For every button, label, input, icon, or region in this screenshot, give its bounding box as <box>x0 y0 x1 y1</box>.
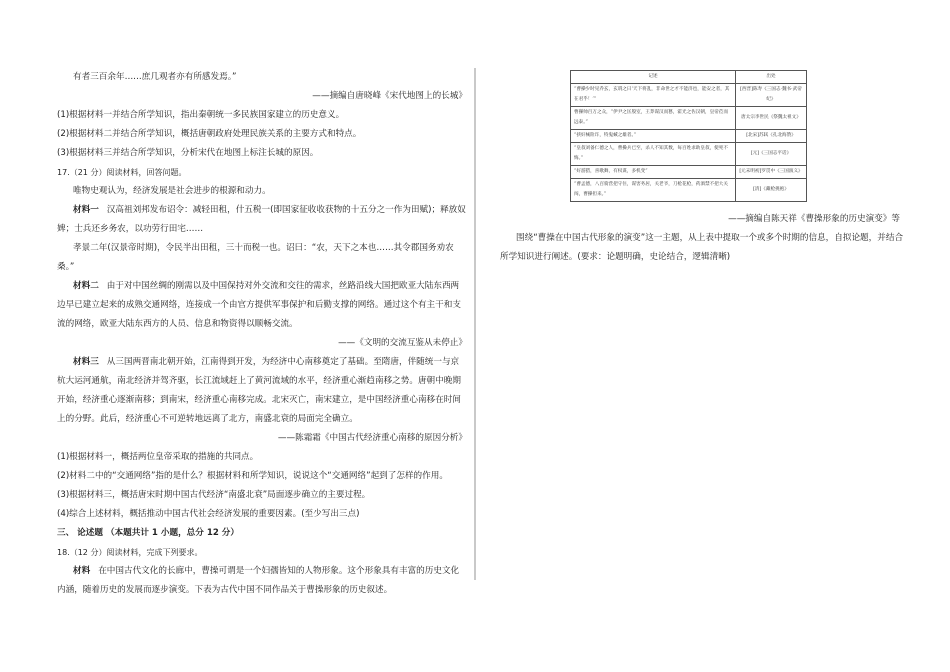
q16-subquestion-1: (1)根据材料一并结合所学知识，指出秦朝统一多民族国家建立的历史意义。 <box>57 110 345 120</box>
source-cell: [清]《藏枪挑袍》 <box>736 179 807 202</box>
source-cell: [元]《三国志平话》 <box>736 143 807 166</box>
q17-material2-line1 <box>57 277 467 296</box>
header-record: 记述 <box>571 71 736 84</box>
q17-material2-source: ——《文明的交流互鉴从未停止》 <box>338 338 467 348</box>
column-divider <box>474 68 476 580</box>
q18-task-line2: 所学知识进行阐述。(要求：论题明确，史论结合，逻辑清晰) <box>500 252 731 262</box>
q17-material2-line3: 流的网络，欧亚大陆东西方的人员、信息和物资得以顺畅交流。 <box>57 319 298 329</box>
table-header-row <box>571 71 807 84</box>
q17-intro: 唯物史观认为，经济发展是社会进步的根源和动力。 <box>73 186 271 196</box>
q17-material3-source: ——陈霜霜《中国古代经济重心南移的原因分析》 <box>277 433 467 443</box>
table-row <box>571 166 807 179</box>
q18-header: 18.（12 分）阅读材料，完成下列要求。 <box>57 548 203 557</box>
material-text-tail: 有者三百余年……庶几观者亦有所感发焉。” <box>73 72 237 82</box>
table-row <box>571 179 807 202</box>
material1-label: 材料一 <box>73 205 99 215</box>
record-cell: “曹操少时见乔玄，玄谓之曰‘天下将乱，非命世之才不能济也，能安之者，其在君乎！’” <box>571 84 736 107</box>
q18-material-line1 <box>57 562 467 581</box>
source-cell: [北宋]苏轼《孔北海赞》 <box>736 130 807 143</box>
q17-header: 17.（21 分）阅读材料，回答问题。 <box>57 168 187 177</box>
record-cell: 曹操帅百万之众，“伊尹之匡殷室，王莽谋汉而篡，霍光之佐汉朝，皇帝莅而远泰。” <box>571 107 736 130</box>
q17-material1-line1 <box>57 201 467 220</box>
record-cell: “好游猎，喜歌舞，有权谋，多机变” <box>571 166 736 179</box>
record-cell: “皇叔刘备仁德之人，曹操兵已至，杀人不知其数，每百姓求助皇叔，使死不悔。” <box>571 143 736 166</box>
header-source: 出处 <box>736 71 807 84</box>
q17-material2-line2: 边早已建立起来的成熟交通网络，连接成一个由官方提供军事保护和后勤支撑的网络。通过这个有主干和支 <box>57 300 461 310</box>
section3-title: 三、 论述题 （本题共计 1 小题，总分 12 分） <box>57 528 239 538</box>
material2-text: 由于对中国丝绸的刚需以及中国保持对外交流和交往的需求，丝路沿线大国把欧亚大陆东西两 <box>106 281 460 291</box>
table-source: ——摘编自陈天祥《曹操形象的历史演变》等 <box>728 214 900 224</box>
left-column <box>57 68 467 600</box>
q16-subquestion-3: (3)根据材料三并结合所学知识，分析宋代在地图上标注长城的原因。 <box>57 148 319 158</box>
q18-material-label: 材料 <box>73 566 91 576</box>
q17-subquestion-1: (1)根据材料一，概括两位皇帝采取的措施的共同点。 <box>57 452 259 462</box>
source-cell: [元末明初]罗贯中《三国演义》 <box>736 166 807 179</box>
q18-task-line1: 围绕“曹操在中国古代形象的演变”这一主题，从上表中提取一个或多个时期的信息，自拟论题，并结合 <box>516 233 904 243</box>
q17-material1-line4: 桑。” <box>57 262 75 272</box>
record-cell: “挟奸械险诈，特鬼蜮之雄者。” <box>571 130 736 143</box>
table-row <box>571 143 807 166</box>
table-row <box>571 84 807 107</box>
cao-cao-image-table <box>570 70 807 202</box>
source-cell: [西晋]陈寿《三国志·魏书·武帝纪》 <box>736 84 807 107</box>
q17-subquestion-4: (4)综合上述材料，概括推动中国古代社会经济发展的重要因素。(至少写出三点) <box>57 509 360 519</box>
record-cell: “曹孟德，八百骑营把守住，谋害务居，关老爷，刀枪花枪，药酒禁不把大关闯，曹操担来。” <box>571 179 736 202</box>
q17-subquestion-3: (3)根据材料三，概括唐宋时期中国古代经济“南盛北衰”局面逐步确立的主要过程。 <box>57 490 371 500</box>
q17-material3-line2: 杭大运河通航，南北经济并驾齐驱，长江流域赶上了黄河流域的水平，经济重心渐趋南移之势。唐朝中晚期 <box>57 376 461 386</box>
q18-material-line2: 内涵，随着历史的发展而逐步演变。下表为古代中国不同作品关于曹操形象的历史叙述。 <box>57 585 393 595</box>
q18-material-text: 在中国古代文化的长廊中，曹操可谓是一个妇孺皆知的人物形象。这个形象具有丰富的历史文化 <box>98 566 460 576</box>
q17-material1-line3: 孝景二年(汉景帝时期)，令民半出田租，三十而税一也。诏曰：“农，天下之本也……其令郡国务劝农 <box>73 243 454 253</box>
q17-material3-line4: 上的分野。此后，经济重心不可逆转地远离了北方，南盛北衰的局面完全确立。 <box>57 414 358 424</box>
material-source: ——摘编自唐晓峰《宋代地图上的长城》 <box>312 91 467 101</box>
source-cell: 唐太宗李世民《祭魏太祖文》 <box>736 107 807 130</box>
table-row <box>571 130 807 143</box>
q16-subquestion-2: (2)根据材料二并结合所学知识，概括唐朝政府处理民族关系的主要方式和特点。 <box>57 129 362 139</box>
q17-material1-line2: 婢；士兵还乡务农，以功劳行田宅…… <box>57 224 204 234</box>
q17-material3-line1 <box>57 353 467 372</box>
right-column-text <box>500 210 904 267</box>
material1-text: 汉高祖刘邦发布诏令：减轻田租，什五税一(即国家征收收获物的十五分之一作为田赋)；释放奴 <box>106 205 466 215</box>
material2-label: 材料二 <box>73 281 99 291</box>
table-row <box>571 107 807 130</box>
material3-text: 从三国两晋南北朝开始，江南得到开发，为经济中心南移奠定了基础。至隋唐，伴随统一与京 <box>106 357 460 367</box>
q17-subquestion-2: (2)材料二中的“交通网络”指的是什么？根据材料和所学知识，说说这个“交通网络”起到了怎样的作用。 <box>57 471 448 481</box>
q17-material3-line3: 开始，经济重心逐渐南移；到南宋，经济重心南移完成。北宋灭亡，南宋建立，是中国经济重心南移在时间 <box>57 395 461 405</box>
material3-label: 材料三 <box>73 357 99 367</box>
